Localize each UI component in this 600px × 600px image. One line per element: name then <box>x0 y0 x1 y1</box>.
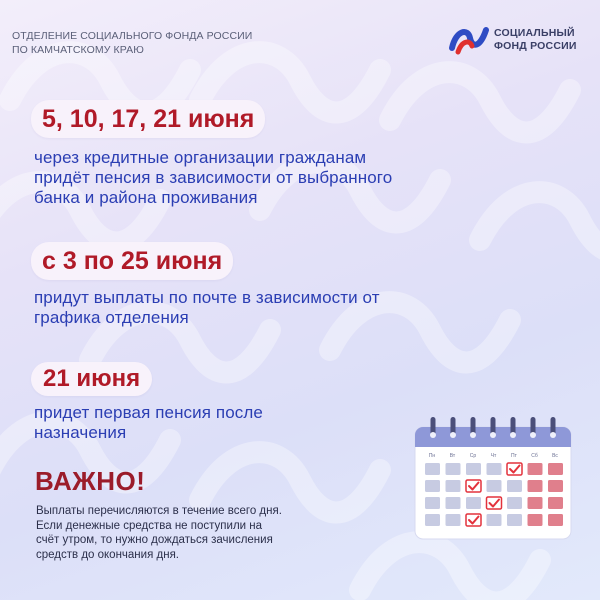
calendar-weekday: Сб <box>531 453 538 459</box>
description-1-line: через кредитные организации гражданам <box>34 148 367 167</box>
calendar-day-cell <box>487 480 502 492</box>
calendar-day-cell <box>425 497 440 509</box>
calendar-day-cell <box>487 463 502 475</box>
logo-text <box>494 27 577 53</box>
calendar-ring-hole <box>530 432 536 438</box>
organization-name <box>12 29 312 57</box>
date-badge-3: 21 июня <box>31 362 152 396</box>
calendar-day-cell <box>548 463 563 475</box>
calendar-day-cell <box>507 514 522 526</box>
calendar-weekday: Ср <box>469 453 477 459</box>
calendar-day-cell <box>446 497 461 509</box>
description-1 <box>34 148 514 208</box>
calendar-day-cell <box>528 497 543 509</box>
calendar-ring-hole <box>550 432 556 438</box>
calendar-day-cell <box>548 480 563 492</box>
description-3 <box>34 403 394 443</box>
description-2 <box>34 288 514 328</box>
calendar-weekday: Чт <box>490 453 497 459</box>
calendar-ring-hole <box>450 432 456 438</box>
calendar-day-cell <box>528 463 543 475</box>
calendar-day-cell <box>425 514 440 526</box>
description-2-line: придут выплаты по почте в зависимости от <box>34 288 380 307</box>
description-3-line: назначения <box>34 423 127 442</box>
calendar-day-cell <box>466 463 481 475</box>
calendar-day-cell <box>425 480 440 492</box>
important-note-line: Выплаты перечисляются в течение всего дня. <box>36 505 282 517</box>
calendar-weekday: Вт <box>449 453 456 459</box>
logo-text-line1: СОЦИАЛЬНЫЙ <box>494 27 575 39</box>
description-1-line: банка и района проживания <box>34 188 258 207</box>
logo-text-line2: ФОНД РОССИИ <box>494 40 577 52</box>
calendar-weekday: Пн <box>428 453 436 459</box>
important-heading: ВАЖНО! <box>35 466 146 496</box>
calendar-day-cell <box>528 480 543 492</box>
calendar-ring-hole <box>430 432 436 438</box>
sfr-logo-icon <box>448 24 490 56</box>
important-note <box>36 504 366 562</box>
description-1-line: придёт пенсия в зависимости от выбранного <box>34 168 393 187</box>
calendar-day-cell <box>507 497 522 509</box>
calendar-ring-hole <box>510 432 516 438</box>
important-note-line: счёт утром, то нужно дождаться зачисления <box>36 534 273 546</box>
organization-name-line1: ОТДЕЛЕНИЕ СОЦИАЛЬНОГО ФОНДА РОССИИ <box>12 30 253 42</box>
calendar-day-cell <box>548 514 563 526</box>
calendar-ring-hole <box>470 432 476 438</box>
calendar-day-cell <box>548 497 563 509</box>
important-note-line: средств до окончания дня. <box>36 548 179 561</box>
calendar-day-cell <box>446 480 461 492</box>
description-3-line: придет первая пенсия после <box>34 403 263 422</box>
calendar-day-cell <box>466 497 481 509</box>
important-note-line: Если денежные средства не поступили на <box>36 519 263 532</box>
organization-name-line2: ПО КАМЧАТСКОМУ КРАЮ <box>12 44 144 56</box>
date-badge-1: 5, 10, 17, 21 июня <box>31 100 265 138</box>
calendar-icon <box>413 415 573 541</box>
calendar-day-cell <box>528 514 543 526</box>
calendar-day-cell <box>446 463 461 475</box>
calendar-day-cell <box>507 480 522 492</box>
sfr-logo <box>448 22 598 62</box>
calendar-day-cell <box>446 514 461 526</box>
calendar-weekday: Вс <box>552 453 558 459</box>
date-badge-2: с 3 по 25 июня <box>31 242 233 280</box>
calendar-day-cell <box>487 514 502 526</box>
calendar-ring-hole <box>490 432 496 438</box>
calendar-weekday: Пт <box>511 453 517 459</box>
description-2-line: графика отделения <box>34 308 189 327</box>
calendar-day-cell <box>425 463 440 475</box>
